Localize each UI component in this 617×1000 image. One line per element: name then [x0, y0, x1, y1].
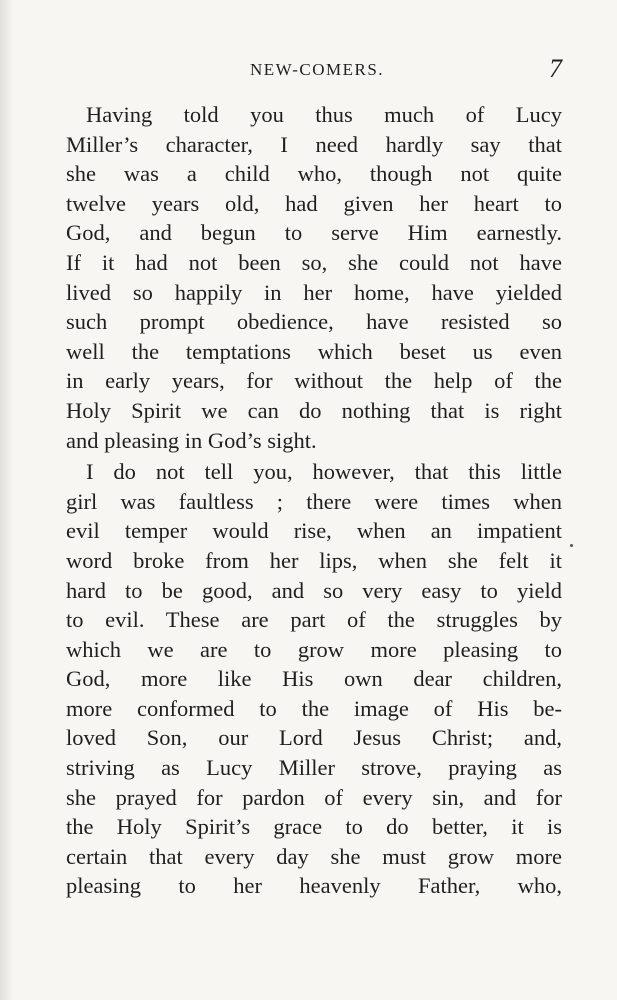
text-line: evil temper would rise, when an impatient — [66, 518, 562, 544]
text-line: Miller’s character, I need hardly say that — [66, 131, 562, 157]
text-line: which we are to grow more pleasing to — [66, 636, 562, 662]
running-title: NEW-COMERS. — [249, 60, 385, 79]
paragraph — [66, 100, 562, 455]
text-line: well the temptations which beset us even — [66, 338, 562, 364]
text-line: God, more like His own dear children, — [66, 666, 562, 692]
text-line: loved Son, our Lord Jesus Christ; and, — [66, 725, 562, 751]
text-line: she prayed for pardon of every sin, and for — [66, 784, 562, 810]
body-text — [66, 100, 562, 901]
text-line: the Holy Spirit’s grace to do better, it is — [66, 814, 562, 840]
text-line: and pleasing in God’s sight. — [66, 427, 317, 453]
text-line: I do not tell you, however, that this little — [86, 459, 562, 485]
text-line: hard to be good, and so very easy to yield — [66, 577, 562, 603]
paragraph — [66, 457, 562, 901]
text-line: certain that every day she must grow more — [66, 843, 562, 869]
text-line: Holy Spirit we can do nothing that is right — [66, 397, 562, 423]
text-line: girl was faultless ; there were times when — [66, 488, 562, 514]
text-line: Having told you thus much of Lucy — [86, 102, 562, 127]
text-line: pleasing to her heavenly Father, who, — [66, 873, 562, 899]
text-line: more conformed to the image of His be- — [66, 695, 562, 721]
text-line: twelve years old, had given her heart to — [66, 190, 562, 216]
text-line: such prompt obedience, have resisted so — [66, 309, 562, 335]
text-line: God, and begun to serve Him earnestly. — [66, 220, 562, 246]
text-line: to evil. These are part of the struggles by — [66, 607, 562, 633]
text-line: striving as Lucy Miller strove, praying as — [66, 755, 562, 781]
text-line: she was a child who, though not quite — [66, 161, 562, 187]
text-line: in early years, for without the help of the — [66, 368, 562, 394]
text-line: If it had not been so, she could not have — [66, 249, 562, 275]
page-number: 7 — [549, 54, 562, 83]
running-head — [72, 54, 562, 88]
text-line: lived so happily in her home, have yielded — [66, 279, 562, 305]
print-speck — [570, 544, 573, 547]
page-gutter — [0, 0, 14, 1000]
text-line: word broke from her lips, when she felt it — [66, 547, 562, 573]
